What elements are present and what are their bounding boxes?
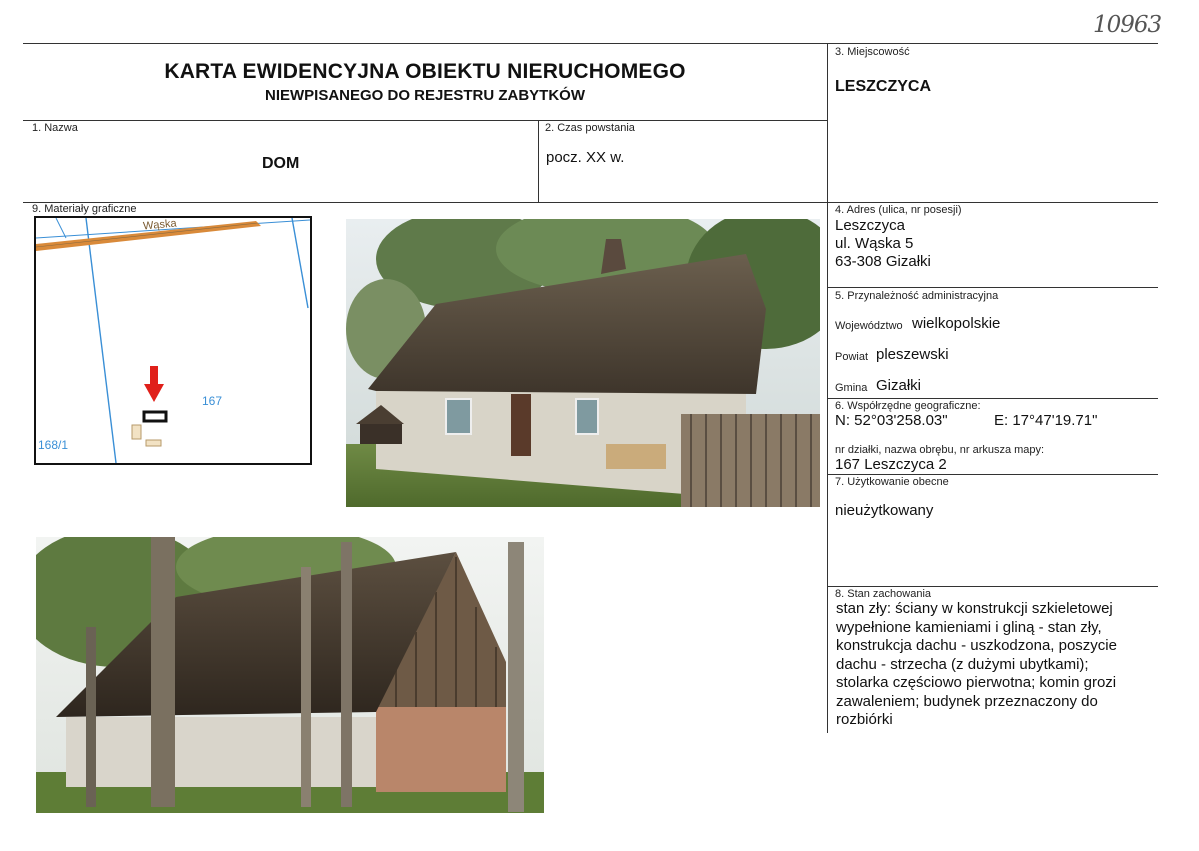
condition-line: konstrukcja dachu - uszkodzona, poszycie <box>836 637 1117 654</box>
header-bottom-rule <box>23 120 828 121</box>
condition-line: stan zły: ściany w konstrukcji szkieletowej <box>836 600 1113 617</box>
column-divider <box>827 43 828 733</box>
locality: LESZCZYCA <box>835 78 931 95</box>
coordinate-east: E: 17°47'19.71" <box>994 412 1098 429</box>
object-name: DOM <box>262 155 300 172</box>
coords-bottom-rule <box>827 474 1158 475</box>
page-title: KARTA EWIDENCYJNA OBIEKTU NIERUCHOMEGO <box>164 60 686 83</box>
field-label-parcel: nr działki, nazwa obrębu, nr arkusza mapy: <box>835 444 1045 456</box>
top-rule <box>23 43 1158 44</box>
map-drawing <box>36 218 310 463</box>
construction-date: pocz. XX w. <box>546 149 625 166</box>
map-street-label: Wąska <box>142 217 178 233</box>
field-label-date: 2. Czas powstania <box>545 122 635 134</box>
map-parcel-label: 167 <box>202 394 223 408</box>
location-map <box>34 216 312 465</box>
page-subtitle: NIEWPISANEGO DO REJESTRU ZABYTKÓW <box>264 87 586 104</box>
voivodeship-label: Województwo <box>835 320 903 332</box>
field-label-coordinates: 6. Współrzędne geograficzne: <box>835 400 981 412</box>
condition-line: stolarka częściowo pierwotna; komin grozi <box>836 674 1117 691</box>
field-label-name: 1. Nazwa <box>32 122 78 134</box>
address-line-1: Leszczyca <box>835 217 906 234</box>
voivodeship: wielkopolskie <box>912 315 1001 332</box>
field-label-address: 4. Adres (ulica, nr posesji) <box>835 204 962 216</box>
coordinate-north: N: 52°03'258.03" <box>835 412 948 429</box>
name-date-divider <box>538 120 539 202</box>
map-parcel-side-label: 168/1 <box>38 438 69 452</box>
county-label: Powiat <box>835 351 869 363</box>
address-line-3: 63-308 Gizałki <box>835 253 931 270</box>
condition-line: dachu - strzecha (z dużymi ubytkami); <box>836 655 1089 673</box>
address-bottom-rule <box>827 287 1158 288</box>
municipality: Gizałki <box>876 377 922 394</box>
condition-line: wypełnione kamieniami i gliną - stan zły, <box>836 618 1102 636</box>
reference-number: 10963 <box>1093 12 1162 38</box>
house-photo-side <box>36 537 544 813</box>
field-label-admin: 5. Przynależność administracyjna <box>835 290 999 302</box>
admin-bottom-rule <box>827 398 1158 399</box>
condition-line: zawaleniem; budynek przeznaczony do <box>836 692 1098 710</box>
parcel-info: 167 Leszczyca 2 <box>835 456 947 473</box>
condition-line: rozbiórki <box>836 711 893 728</box>
field-label-usage: 7. Użytkowanie obecne <box>835 476 949 488</box>
address-line-2: ul. Wąska 5 <box>835 235 914 252</box>
field-label-condition: 8. Stan zachowania <box>835 588 932 600</box>
county: pleszewski <box>876 346 949 363</box>
row1-bottom-rule <box>23 202 1158 203</box>
field-label-graphics: 9. Materiały graficzne <box>32 203 137 215</box>
house-photo-front <box>346 219 820 507</box>
condition-text <box>836 600 1117 730</box>
municipality-label: Gmina <box>835 382 868 394</box>
usage-bottom-rule <box>827 586 1158 587</box>
field-label-locality: 3. Miejscowość <box>835 46 910 58</box>
current-usage: nieużytkowany <box>835 502 934 519</box>
